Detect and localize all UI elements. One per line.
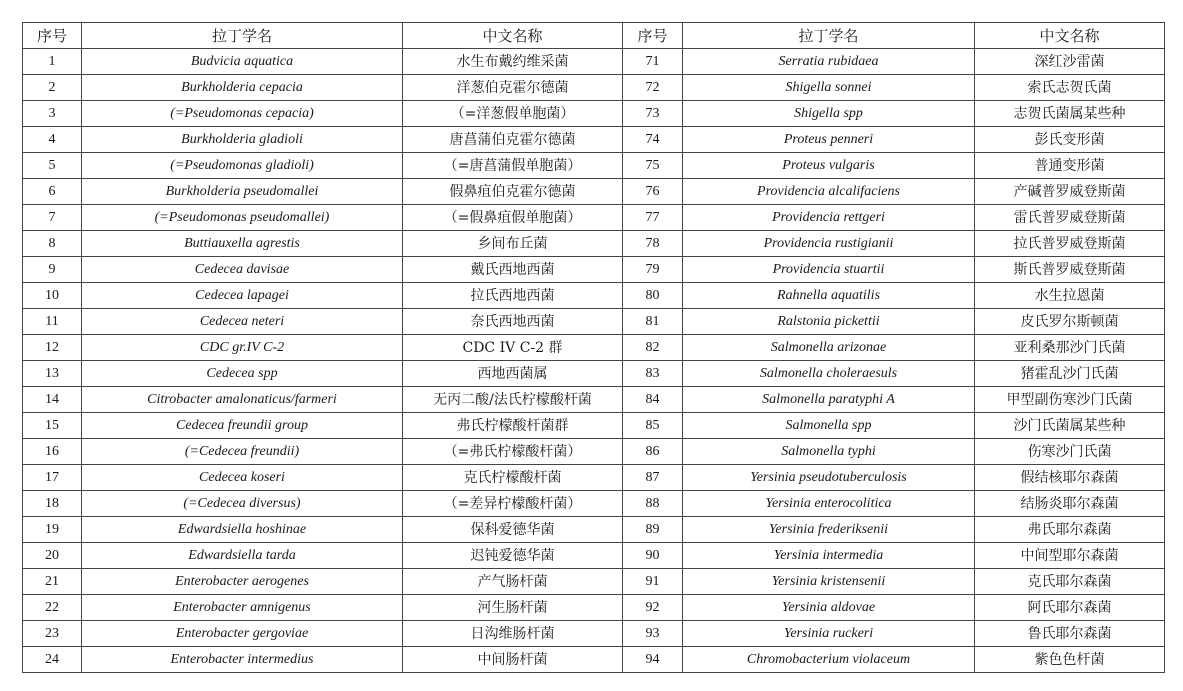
serial-right: 77 [623, 205, 683, 231]
latin-name-left: Cedecea freundii group [82, 413, 403, 439]
chinese-name-left: 乡间布丘菌 [403, 231, 623, 257]
chinese-name-right: 皮氏罗尔斯顿菌 [975, 309, 1165, 335]
serial-right: 87 [623, 465, 683, 491]
latin-name-left: Enterobacter amnigenus [82, 595, 403, 621]
latin-name-right: Yersinia aldovae [683, 595, 975, 621]
chinese-name-left: 奈氏西地西菌 [403, 309, 623, 335]
chinese-name-right: 亚利桑那沙门氏菌 [975, 335, 1165, 361]
latin-name-left: Cedecea davisae [82, 257, 403, 283]
serial-left: 14 [23, 387, 82, 413]
chinese-name-right: 结肠炎耶尔森菌 [975, 491, 1165, 517]
chinese-name-left: 日沟维肠杆菌 [403, 621, 623, 647]
serial-right: 75 [623, 153, 683, 179]
serial-right: 90 [623, 543, 683, 569]
table-row [23, 127, 1165, 153]
chinese-name-left: （=差异柠檬酸杆菌） [403, 491, 623, 517]
serial-left: 12 [23, 335, 82, 361]
latin-name-right: Salmonella typhi [683, 439, 975, 465]
serial-right: 92 [623, 595, 683, 621]
table-row [23, 413, 1165, 439]
table-row [23, 153, 1165, 179]
chinese-name-right: 普通变形菌 [975, 153, 1165, 179]
serial-left: 8 [23, 231, 82, 257]
table-row [23, 517, 1165, 543]
latin-name-left: Cedecea spp [82, 361, 403, 387]
latin-name-left: (=Cedecea diversus) [82, 491, 403, 517]
latin-name-left: Burkholderia gladioli [82, 127, 403, 153]
serial-left: 18 [23, 491, 82, 517]
serial-right: 83 [623, 361, 683, 387]
serial-left: 5 [23, 153, 82, 179]
latin-name-right: Yersinia ruckeri [683, 621, 975, 647]
header-serial-right: 序号 [623, 23, 683, 49]
chinese-name-right: 雷氏普罗威登斯菌 [975, 205, 1165, 231]
chinese-name-left: 唐菖蒲伯克霍尔德菌 [403, 127, 623, 153]
latin-name-left: Edwardsiella hoshinae [82, 517, 403, 543]
latin-name-left: Enterobacter aerogenes [82, 569, 403, 595]
latin-name-left: Burkholderia pseudomallei [82, 179, 403, 205]
serial-right: 84 [623, 387, 683, 413]
latin-name-right: Salmonella paratyphi A [683, 387, 975, 413]
serial-right: 74 [623, 127, 683, 153]
latin-name-right: Serratia rubidaea [683, 49, 975, 75]
latin-name-left: Citrobacter amalonaticus/farmeri [82, 387, 403, 413]
serial-left: 19 [23, 517, 82, 543]
serial-right: 71 [623, 49, 683, 75]
chinese-name-left: （=唐菖蒲假单胞菌） [403, 153, 623, 179]
table-row [23, 179, 1165, 205]
table-row [23, 205, 1165, 231]
table-row [23, 309, 1165, 335]
serial-right: 82 [623, 335, 683, 361]
serial-right: 73 [623, 101, 683, 127]
serial-right: 94 [623, 647, 683, 673]
latin-name-left: Cedecea lapagei [82, 283, 403, 309]
table-row [23, 621, 1165, 647]
latin-name-right: Providencia alcalifaciens [683, 179, 975, 205]
header-chinese-left: 中文名称 [403, 23, 623, 49]
chinese-name-right: 假结核耶尔森菌 [975, 465, 1165, 491]
serial-left: 2 [23, 75, 82, 101]
serial-right: 86 [623, 439, 683, 465]
chinese-name-right: 紫色色杆菌 [975, 647, 1165, 673]
serial-right: 72 [623, 75, 683, 101]
chinese-name-right: 沙门氏菌属某些种 [975, 413, 1165, 439]
chinese-name-right: 深红沙雷菌 [975, 49, 1165, 75]
latin-name-right: Yersinia intermedia [683, 543, 975, 569]
chinese-name-left: 拉氏西地西菌 [403, 283, 623, 309]
serial-left: 3 [23, 101, 82, 127]
latin-name-right: Providencia rustigianii [683, 231, 975, 257]
chinese-name-left: 西地西菌属 [403, 361, 623, 387]
serial-left: 10 [23, 283, 82, 309]
chinese-name-right: 彭氏变形菌 [975, 127, 1165, 153]
table-row [23, 75, 1165, 101]
serial-left: 20 [23, 543, 82, 569]
latin-name-left: (=Pseudomonas gladioli) [82, 153, 403, 179]
chinese-name-right: 鲁氏耶尔森菌 [975, 621, 1165, 647]
chinese-name-left: 假鼻疽伯克霍尔德菌 [403, 179, 623, 205]
table-row [23, 595, 1165, 621]
serial-left: 21 [23, 569, 82, 595]
serial-left: 6 [23, 179, 82, 205]
table-row [23, 257, 1165, 283]
serial-left: 17 [23, 465, 82, 491]
table-row [23, 335, 1165, 361]
table-row [23, 387, 1165, 413]
chinese-name-left: （=假鼻疽假单胞菌） [403, 205, 623, 231]
table-row [23, 49, 1165, 75]
chinese-name-left: 产气肠杆菌 [403, 569, 623, 595]
latin-name-left: Cedecea koseri [82, 465, 403, 491]
chinese-name-right: 中间型耶尔森菌 [975, 543, 1165, 569]
chinese-name-left: 中间肠杆菌 [403, 647, 623, 673]
chinese-name-right: 阿氏耶尔森菌 [975, 595, 1165, 621]
table-row [23, 569, 1165, 595]
header-latin-left: 拉丁学名 [82, 23, 403, 49]
latin-name-right: Providencia stuartii [683, 257, 975, 283]
latin-name-right: Yersinia pseudotuberculosis [683, 465, 975, 491]
latin-name-left: Budvicia aquatica [82, 49, 403, 75]
table-row [23, 491, 1165, 517]
species-table [22, 22, 1165, 673]
serial-left: 1 [23, 49, 82, 75]
chinese-name-left: CDC IV C-2 群 [403, 335, 623, 361]
chinese-name-right: 伤寒沙门氏菌 [975, 439, 1165, 465]
serial-right: 89 [623, 517, 683, 543]
serial-left: 4 [23, 127, 82, 153]
chinese-name-left: 戴氏西地西菌 [403, 257, 623, 283]
chinese-name-right: 水生拉恩菌 [975, 283, 1165, 309]
chinese-name-left: 弗氏柠檬酸杆菌群 [403, 413, 623, 439]
header-row [23, 23, 1165, 49]
latin-name-right: Yersinia kristensenii [683, 569, 975, 595]
chinese-name-left: 迟钝爱德华菌 [403, 543, 623, 569]
serial-right: 76 [623, 179, 683, 205]
header-serial-left: 序号 [23, 23, 82, 49]
table-row [23, 283, 1165, 309]
chinese-name-left: 水生布戴约维采菌 [403, 49, 623, 75]
latin-name-left: (=Pseudomonas cepacia) [82, 101, 403, 127]
latin-name-left: (=Cedecea freundii) [82, 439, 403, 465]
serial-right: 91 [623, 569, 683, 595]
chinese-name-right: 克氏耶尔森菌 [975, 569, 1165, 595]
chinese-name-left: （=弗氏柠檬酸杆菌） [403, 439, 623, 465]
chinese-name-right: 拉氏普罗威登斯菌 [975, 231, 1165, 257]
table-row [23, 101, 1165, 127]
serial-left: 15 [23, 413, 82, 439]
serial-left: 9 [23, 257, 82, 283]
latin-name-left: Enterobacter intermedius [82, 647, 403, 673]
serial-left: 11 [23, 309, 82, 335]
latin-name-left: Enterobacter gergoviae [82, 621, 403, 647]
header-latin-right: 拉丁学名 [683, 23, 975, 49]
serial-right: 88 [623, 491, 683, 517]
chinese-name-right: 甲型副伤寒沙门氏菌 [975, 387, 1165, 413]
chinese-name-right: 产碱普罗威登斯菌 [975, 179, 1165, 205]
latin-name-right: Providencia rettgeri [683, 205, 975, 231]
chinese-name-right: 索氏志贺氏菌 [975, 75, 1165, 101]
latin-name-right: Yersinia frederiksenii [683, 517, 975, 543]
table-row [23, 439, 1165, 465]
serial-right: 81 [623, 309, 683, 335]
table-row [23, 361, 1165, 387]
latin-name-right: Chromobacterium violaceum [683, 647, 975, 673]
chinese-name-left: （=洋葱假单胞菌） [403, 101, 623, 127]
serial-right: 85 [623, 413, 683, 439]
latin-name-left: Cedecea neteri [82, 309, 403, 335]
table-row [23, 647, 1165, 673]
latin-name-left: (=Pseudomonas pseudomallei) [82, 205, 403, 231]
latin-name-right: Salmonella arizonae [683, 335, 975, 361]
latin-name-right: Salmonella choleraesuls [683, 361, 975, 387]
header-chinese-right: 中文名称 [975, 23, 1165, 49]
latin-name-right: Ralstonia pickettii [683, 309, 975, 335]
table-row [23, 231, 1165, 257]
chinese-name-left: 河生肠杆菌 [403, 595, 623, 621]
serial-right: 80 [623, 283, 683, 309]
table-row [23, 465, 1165, 491]
serial-left: 16 [23, 439, 82, 465]
chinese-name-right: 猪霍乱沙门氏菌 [975, 361, 1165, 387]
chinese-name-left: 保科爱德华菌 [403, 517, 623, 543]
latin-name-left: Buttiauxella agrestis [82, 231, 403, 257]
latin-name-right: Proteus vulgaris [683, 153, 975, 179]
chinese-name-right: 弗氏耶尔森菌 [975, 517, 1165, 543]
latin-name-right: Shigella sonnei [683, 75, 975, 101]
serial-left: 7 [23, 205, 82, 231]
serial-left: 13 [23, 361, 82, 387]
latin-name-right: Yersinia enterocolitica [683, 491, 975, 517]
latin-name-left: CDC gr.IV C-2 [82, 335, 403, 361]
chinese-name-right: 志贺氏菌属某些种 [975, 101, 1165, 127]
latin-name-left: Edwardsiella tarda [82, 543, 403, 569]
serial-left: 23 [23, 621, 82, 647]
serial-left: 24 [23, 647, 82, 673]
serial-left: 22 [23, 595, 82, 621]
chinese-name-left: 洋葱伯克霍尔德菌 [403, 75, 623, 101]
table-row [23, 543, 1165, 569]
latin-name-right: Shigella spp [683, 101, 975, 127]
latin-name-right: Proteus penneri [683, 127, 975, 153]
latin-name-left: Burkholderia cepacia [82, 75, 403, 101]
serial-right: 78 [623, 231, 683, 257]
chinese-name-left: 克氏柠檬酸杆菌 [403, 465, 623, 491]
latin-name-right: Rahnella aquatilis [683, 283, 975, 309]
serial-right: 79 [623, 257, 683, 283]
chinese-name-right: 斯氏普罗威登斯菌 [975, 257, 1165, 283]
latin-name-right: Salmonella spp [683, 413, 975, 439]
chinese-name-left: 无丙二酸/法氏柠檬酸杆菌 [403, 387, 623, 413]
serial-right: 93 [623, 621, 683, 647]
table-body [23, 49, 1165, 673]
